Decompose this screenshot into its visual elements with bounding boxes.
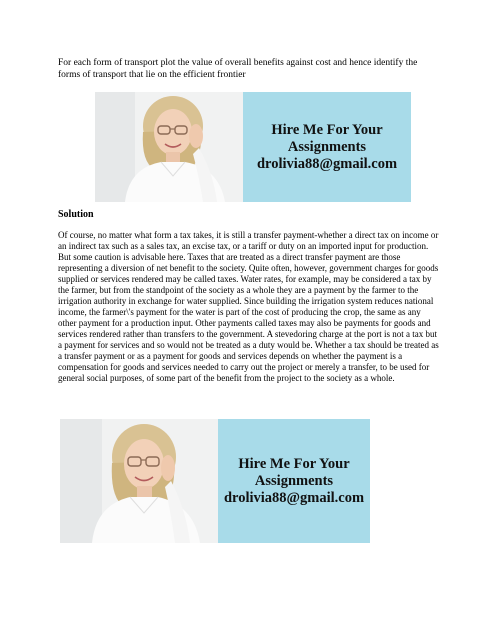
advertisement-banner[interactable]	[60, 419, 370, 543]
ad-text	[224, 456, 364, 507]
ad-line-1: Hire Me For Your	[271, 121, 383, 138]
ad-email[interactable]: drolivia88@gmail.com	[223, 489, 365, 506]
solution-heading: Solution	[58, 209, 94, 220]
ad-text	[257, 122, 397, 173]
advertisement-banner[interactable]	[95, 92, 411, 202]
solution-body: Of course, no matter what form a tax takes, it is still a transfer payment-whether a direct tax on income or an indirect tax such as a sales tax, an excise tax, or a tariff or duty on an imported input for production. But some caution is advisable here. Taxes that are treated as a direct transfer payment are those representing a diversion of net benefit to the society. Quite often, however, government charges for goods supplied or services rendered may be called taxes. Water rates, for example, may be considered a tax by the farmer, but from the standpoint of the society as a whole they are a payment by the farmer to the irrigation authority in exchange for water supplied. Since building the irrigation system reduces national income, the farmer\'s payment for the water is part of the cost of producing the crop, the same as any other payment for a production input. Other payments called taxes may also be payments for goods and services rendered rather than transfers to the government. A stevedoring charge at the port is not a tax but a payment for services and so would not be treated as a duty would be. Whether a tax should be treated as a transfer payment or as a payment for goods and services depends on whether the payment is a compensation for goods and services needed to carry out the project or merely a transfer, to be used for general social purposes, of some part of the benefit from the project to the society as a whole.	[58, 230, 439, 383]
ad-line-2: Assignments	[254, 472, 334, 489]
woman-photo	[60, 419, 222, 543]
woman-photo	[95, 92, 247, 202]
ad-line-2: Assignments	[287, 138, 367, 155]
ad-line-1: Hire Me For Your	[238, 455, 350, 472]
ad-panel	[218, 419, 370, 543]
ad-email[interactable]: drolivia88@gmail.com	[256, 155, 398, 172]
ad-panel	[243, 92, 411, 202]
question-text: For each form of transport plot the value of overall benefits against cost and hence identify the forms of transport that lie on the efficient frontier	[58, 58, 418, 80]
